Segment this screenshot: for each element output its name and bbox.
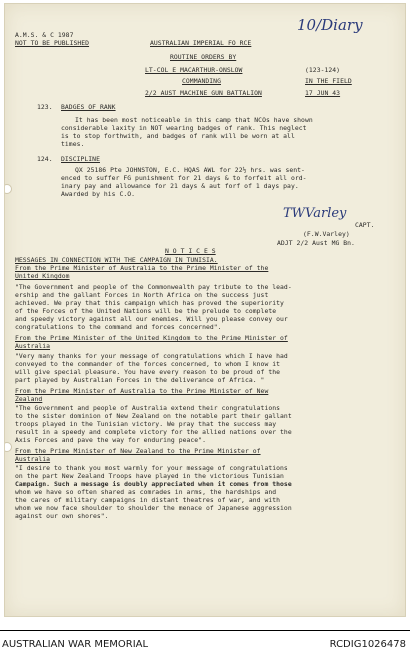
archive-footer bbox=[0, 630, 410, 654]
item-heading: BADGES OF RANK bbox=[61, 103, 116, 111]
message-body-line: on the part New Zealand Troops have played in the victorious Tunisian bbox=[15, 472, 284, 480]
item-text-line: enced to suffer FG punishment for 21 days & to forfeit all ord- bbox=[61, 174, 307, 182]
message-body-line: achieved. We pray that this campaign which has proved the superiority bbox=[15, 299, 284, 307]
item-text-line: QX 25186 Pte JOHNSTON, E.C. HQAS AWL for 22½ hrs. was sent- bbox=[75, 166, 305, 174]
punch-hole bbox=[4, 442, 12, 452]
message-body-line: conveyed to the commander of the forces concerned, to whom I know it bbox=[15, 360, 281, 368]
message-body-line: troops played in the Tunisian victory. We pray that the success may bbox=[15, 420, 277, 428]
message-body-line: whom we have so often shared as comrades in arms, the hardships and bbox=[15, 488, 277, 496]
message-body-line: result in a speedy and complete victory for the allied nations over the bbox=[15, 428, 292, 436]
battalion-name: 2/2 AUST MACHINE GUN BATTALION bbox=[145, 89, 262, 97]
item-text-line: It has been most noticeable in this camp that NCOs have shown bbox=[75, 116, 313, 124]
commanding-officer: LT-COL E MACARTHUR-ONSLOW bbox=[145, 66, 243, 74]
commanding-label: COMMANDING bbox=[182, 77, 221, 85]
message-body-line: and speedy victory against all our enemies. Will you please convey our bbox=[15, 315, 288, 323]
item-text-line: considerable laxity in NOT wearing badges of rank. This neglect bbox=[61, 124, 307, 132]
message-heading: From the Prime Minister of Australia to the Prime Minister of the bbox=[15, 264, 269, 272]
message-body-line: to the sister dominion of New Zealand on the notable part their gallant bbox=[15, 412, 292, 420]
routine-orders-title: ROUTINE ORDERS BY bbox=[170, 53, 237, 61]
message-body-line: "I desire to thank you most warmly for your message of congratulations bbox=[15, 464, 288, 472]
signature-scrawl: TWVarley bbox=[283, 206, 347, 221]
message-body-line: Axis Forces and pave the way for enduring peace". bbox=[15, 436, 206, 444]
message-body-line: congratulations to the command and forces concerned". bbox=[15, 323, 222, 331]
message-heading: Australia bbox=[15, 455, 51, 463]
item-text-line: times. bbox=[61, 140, 85, 148]
message-body-line: "The Government and people of the Commonwealth pay tribute to the lead- bbox=[15, 283, 292, 291]
footer-institution: AUSTRALIAN WAR MEMORIAL bbox=[2, 639, 149, 650]
notices-subtitle: MESSAGES IN CONNECTION WITH THE CAMPAIGN IN TUNISIA. bbox=[15, 256, 218, 264]
item-number: 124. bbox=[37, 155, 53, 163]
item-text-line: inary pay and allowance for 21 days & aut forf of 1 days pay. bbox=[61, 182, 299, 190]
message-heading: From the Prime Minister of Australia to the Prime Minister of New bbox=[15, 387, 269, 395]
order-numbers: (123-124) bbox=[305, 66, 341, 74]
document-page bbox=[4, 3, 406, 617]
message-body-line: Campaign. Such a message is doubly appreciated when it comes from those bbox=[15, 480, 292, 488]
message-body-line: whom we now face shoulder to shoulder the menace of Japanese aggression bbox=[15, 504, 292, 512]
message-body-line: against our own shores". bbox=[15, 512, 109, 520]
location: IN THE FIELD bbox=[305, 77, 352, 85]
message-heading: From the Prime Minister of New Zealand to the Prime Minister of bbox=[15, 447, 261, 455]
force-title: AUSTRALIAN IMPERIAL FO RCE bbox=[150, 39, 252, 47]
footer-record-id: RCDIG1026478 bbox=[329, 639, 406, 650]
message-heading: United Kingdom bbox=[15, 272, 70, 280]
reference-code: A.M.S. & C 1987 bbox=[15, 31, 74, 39]
message-heading: Australia bbox=[15, 342, 51, 350]
message-body-line: the cares of military campaigns in distant theatres of war, and with bbox=[15, 496, 281, 504]
notices-title: N O T I C E S bbox=[165, 247, 216, 255]
message-body-line: ership and the gallant Forces in North Africa on the success just bbox=[15, 291, 269, 299]
not-published-notice: NOT TO BE PUBLISHED bbox=[15, 39, 90, 47]
handwritten-annotation: 10/Diary bbox=[297, 16, 363, 34]
message-body-line: part played by Australian Forces in the deliverance of Africa. " bbox=[15, 376, 265, 384]
message-body-line: will give special pleasure. You have every reason to be proud of the bbox=[15, 368, 281, 376]
signature-rank: CAPT. bbox=[355, 221, 375, 229]
message-body-line: of the Forces of the United Nations will be the prelude to complete bbox=[15, 307, 277, 315]
message-body-line: "The Government and people of Australia extend their congratulations bbox=[15, 404, 281, 412]
item-number: 123. bbox=[37, 103, 53, 111]
signature-name: (F.W.Varley) bbox=[303, 230, 350, 238]
message-heading: Zealand bbox=[15, 395, 43, 403]
order-date: 17 JUN 43 bbox=[305, 89, 341, 97]
item-text-line: is to stop forthwith, and badges of rank will be worn at all bbox=[61, 132, 295, 140]
item-text-line: Awarded by his C.O. bbox=[61, 190, 136, 198]
message-body-line: "Very many thanks for your message of congratulations which I have had bbox=[15, 352, 288, 360]
message-heading: From the Prime Minister of the United Kingdom to the Prime Minister of bbox=[15, 334, 288, 342]
signature-appointment: ADJT 2/2 Aust MG Bn. bbox=[277, 239, 355, 247]
item-heading: DISCIPLINE bbox=[61, 155, 100, 163]
punch-hole bbox=[4, 184, 12, 194]
